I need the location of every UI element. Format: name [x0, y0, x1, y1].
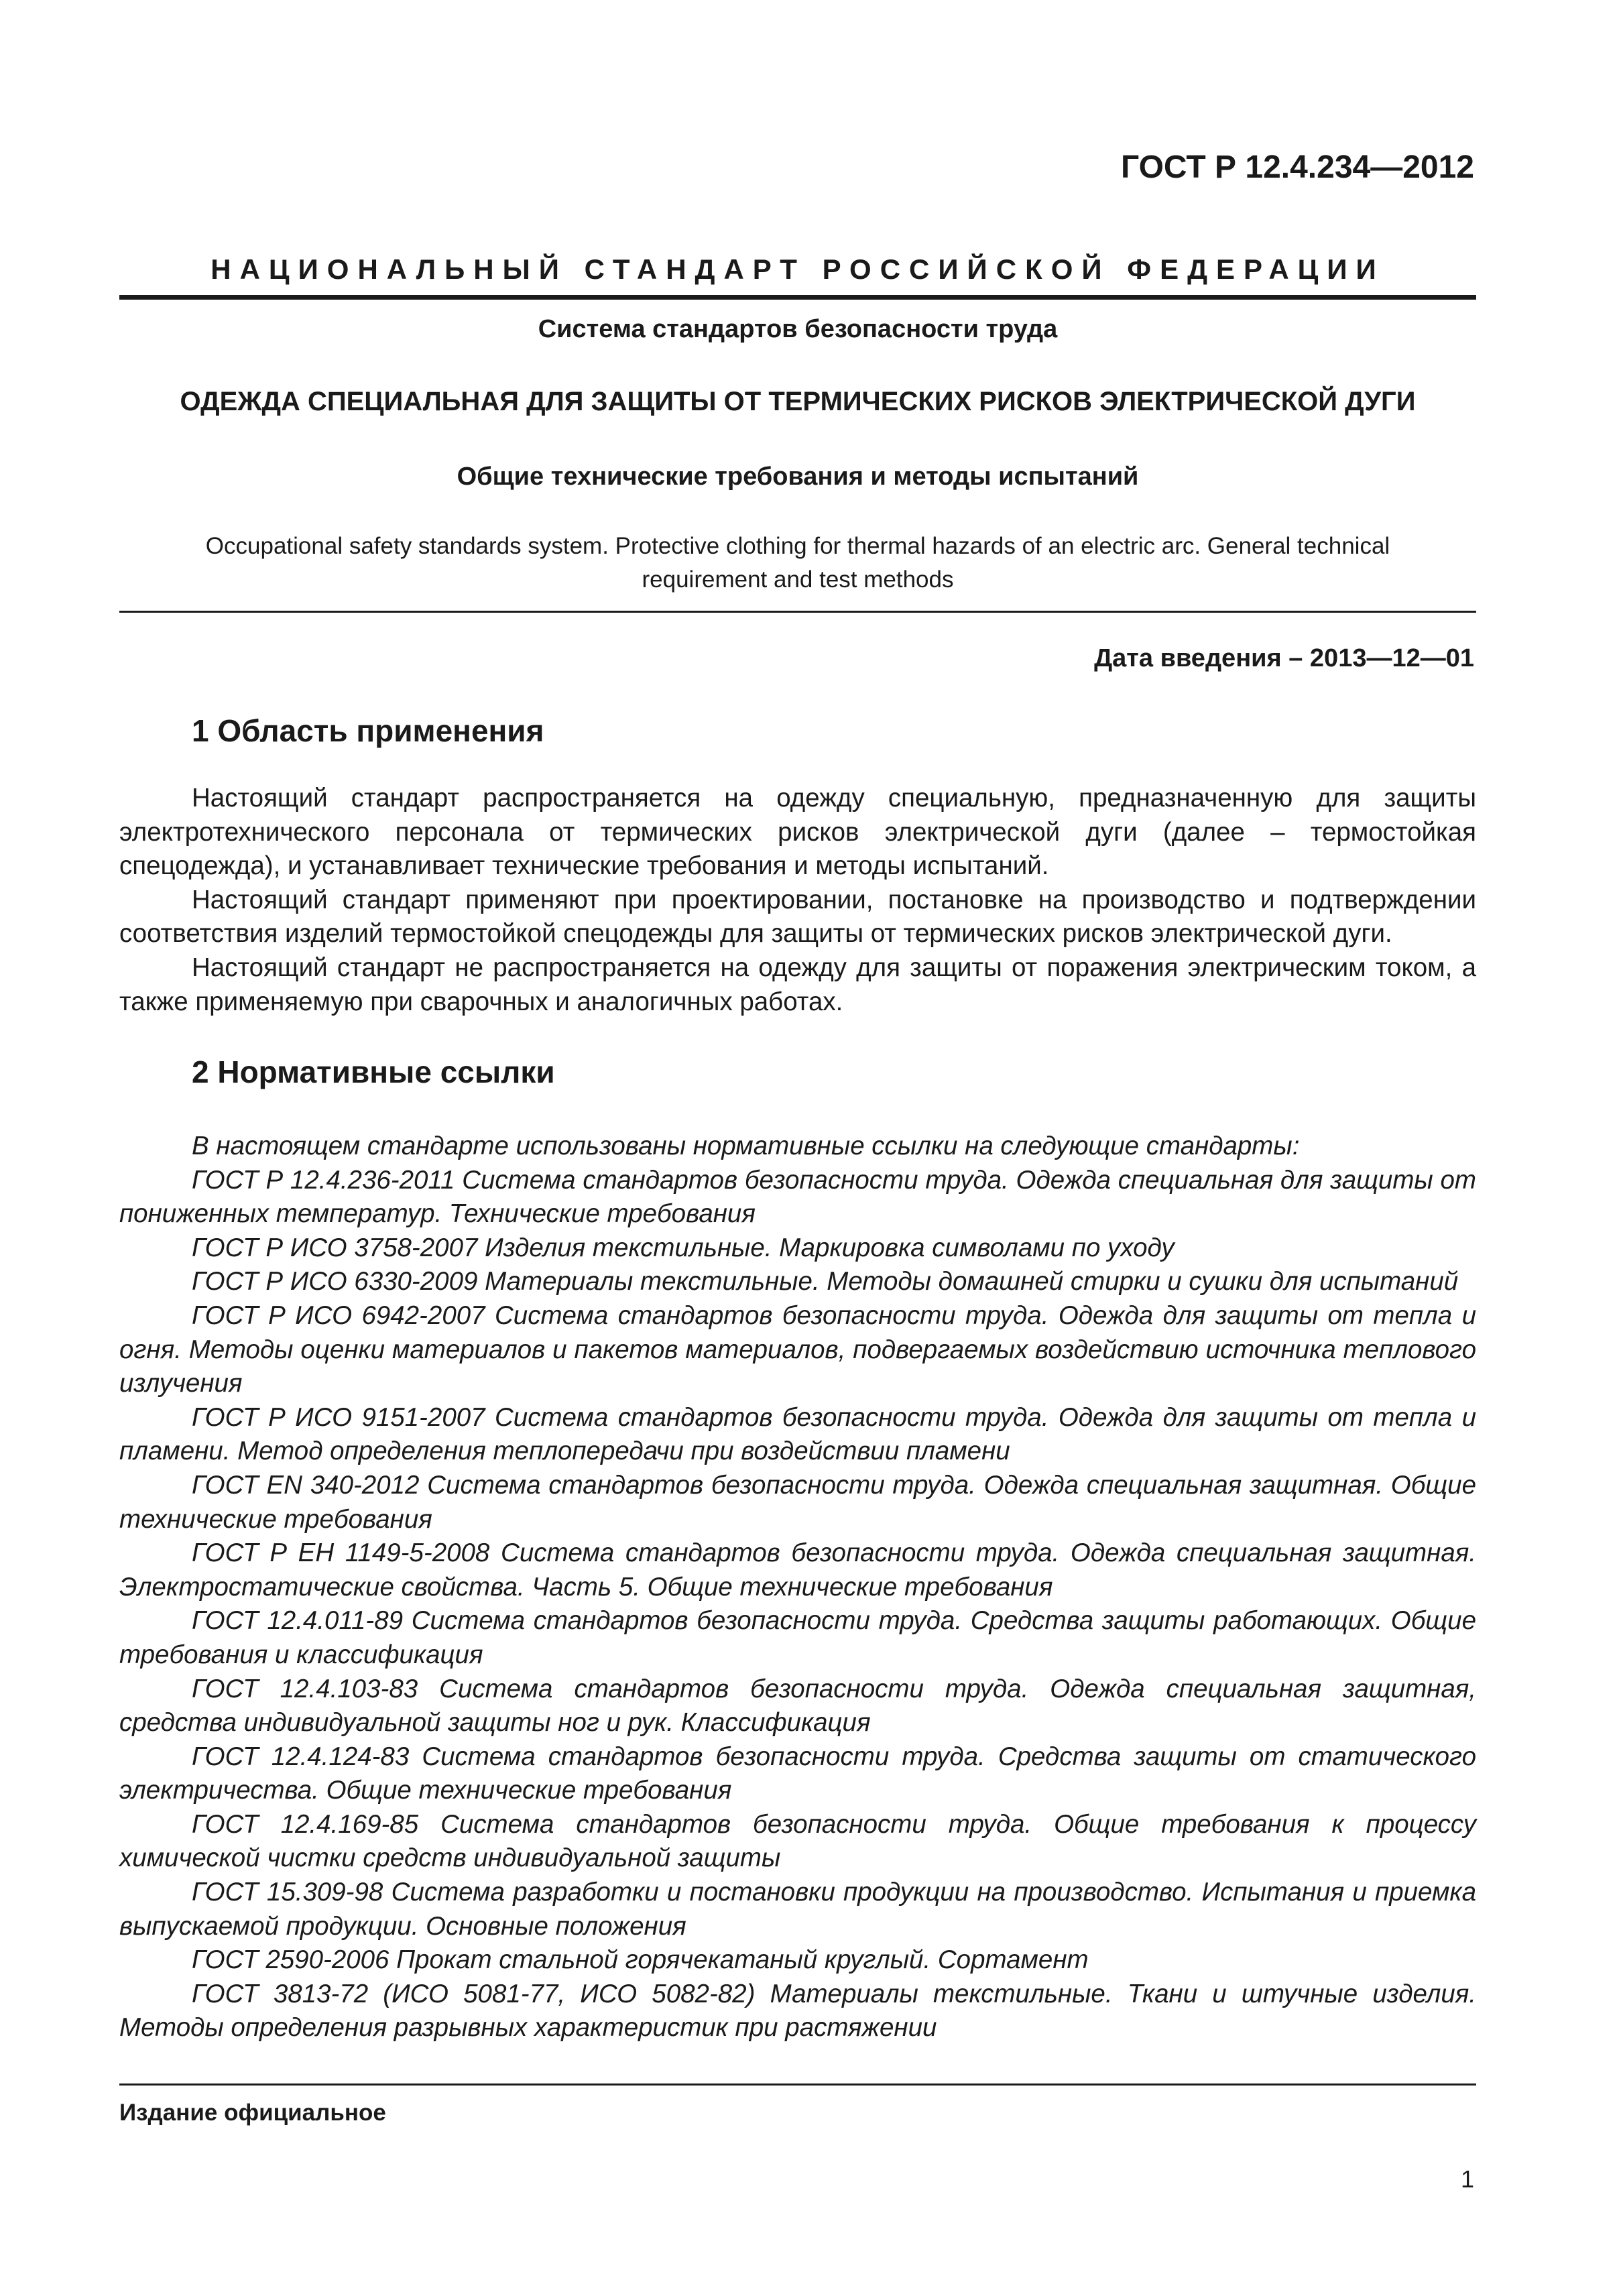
document-code: ГОСТ Р 12.4.234—2012: [1120, 149, 1474, 185]
reference-item: ГОСТ Р ЕН 1149-5-2008 Система стандартов безопасности труда. Одежда специальная защитная. Электростатические свойства. Часть 5. Общие технические требования: [119, 1538, 1476, 1602]
national-standard-banner: НАЦИОНАЛЬНЫЙ СТАНДАРТ РОССИЙСКОЙ ФЕДЕРАЦИИ: [211, 253, 1385, 285]
footer-divider: [119, 2083, 1476, 2086]
reference-item: ГОСТ Р ИСО 9151-2007 Система стандартов безопасности труда. Одежда для защиты от тепла и пламени. Метод определения теплопередачи при воздействии пламени: [119, 1402, 1476, 1466]
section-1-body: [119, 782, 1476, 1019]
reference-item: ГОСТ 12.4.169-85 Система стандартов безопасности труда. Общие требования к процессу химической чистки средств индивидуальной защиты: [119, 1809, 1476, 1873]
document-subtitle: Общие технические требования и методы испытаний: [457, 463, 1139, 491]
english-title: [154, 530, 1441, 597]
reference-item: ГОСТ 12.4.103-83 Система стандартов безопасности труда. Одежда специальная защитная, средства индивидуальной защиты ног и рук. Классификация: [119, 1674, 1476, 1738]
reference-item: ГОСТ Р ИСО 3758-2007 Изделия текстильные. Маркировка символами по уходу: [192, 1233, 1175, 1262]
section-1-paragraph: Настоящий стандарт применяют при проектировании, постановке на производство и подтверждении соответствия изделий термостойкой спецодежды для защиты от термических рисков электрической дуги.: [119, 885, 1476, 949]
page-number: 1: [1460, 2165, 1474, 2193]
introduction-date: Дата введения – 2013—12—01: [1094, 644, 1474, 672]
references-list: [119, 1130, 1476, 2045]
references-intro: В настоящем стандарте использованы нормативные ссылки на следующие стандарты:: [192, 1132, 1300, 1160]
section-2-heading: 2 Нормативные ссылки: [192, 1054, 555, 1089]
reference-item: ГОСТ 12.4.124-83 Система стандартов безопасности труда. Средства защиты от статического электричества. Общие технические требования: [119, 1742, 1476, 1805]
reference-item: ГОСТ 2590-2006 Прокат стальной горячекатаный круглый. Сортамент: [192, 1945, 1089, 1975]
english-title-line-2: requirement and test methods: [642, 566, 954, 593]
header-thick-divider: [119, 295, 1476, 300]
header-thin-divider: [119, 611, 1476, 613]
section-1-paragraph: Настоящий стандарт не распространяется на одежду для защиты от поражения электрическим током, а также применяемую при сварочных и аналогичных работах.: [119, 953, 1476, 1016]
reference-item: ГОСТ Р ИСО 6330-2009 Материалы текстильные. Методы домашней стирки и сушки для испытаний: [192, 1267, 1459, 1296]
reference-item: ГОСТ 12.4.011-89 Система стандартов безопасности труда. Средства защиты работающих. Общие требования и классификация: [119, 1606, 1476, 1669]
section-1-paragraph: Настоящий стандарт распространяется на одежду специальную, предназначенную для защиты электротехнического персонала от термических рисков электрической дуги (далее – термостойкая спецодежда), и устанавливает технические требования и методы испытаний.: [119, 784, 1476, 881]
reference-item: ГОСТ Р 12.4.236-2011 Система стандартов безопасности труда. Одежда специальная для защиты от пониженных температур. Технические требования: [119, 1165, 1476, 1229]
reference-item: ГОСТ 3813-72 (ИСО 5081-77, ИСО 5082-82) Материалы текстильные. Ткани и штучные изделия. Методы определения разрывных характеристик при растяжении: [119, 1979, 1476, 2043]
document-title: ОДЕЖДА СПЕЦИАЛЬНАЯ ДЛЯ ЗАЩИТЫ ОТ ТЕРМИЧЕСКИХ РИСКОВ ЭЛЕКТРИЧЕСКОЙ ДУГИ: [180, 387, 1416, 416]
official-edition-label: Издание официальное: [119, 2100, 386, 2126]
reference-item: ГОСТ 15.309-98 Система разработки и постановки продукции на производство. Испытания и приемка выпускаемой продукции. Основные положения: [119, 1878, 1476, 1941]
standards-system-label: Система стандартов безопасности труда: [538, 315, 1058, 343]
english-title-line-1: Occupational safety standards system. Protective clothing for thermal hazards of an electric arc. General technical: [205, 533, 1390, 559]
section-1-heading: 1 Область применения: [192, 713, 544, 748]
reference-item: ГОСТ EN 340-2012 Система стандартов безопасности труда. Одежда специальная защитная. Общие технические требования: [119, 1470, 1476, 1534]
reference-item: ГОСТ Р ИСО 6942-2007 Система стандартов безопасности труда. Одежда для защиты от тепла и огня. Методы оценки материалов и пакетов материалов, подвергаемых воздействию источника теплового излучения: [119, 1301, 1476, 1398]
